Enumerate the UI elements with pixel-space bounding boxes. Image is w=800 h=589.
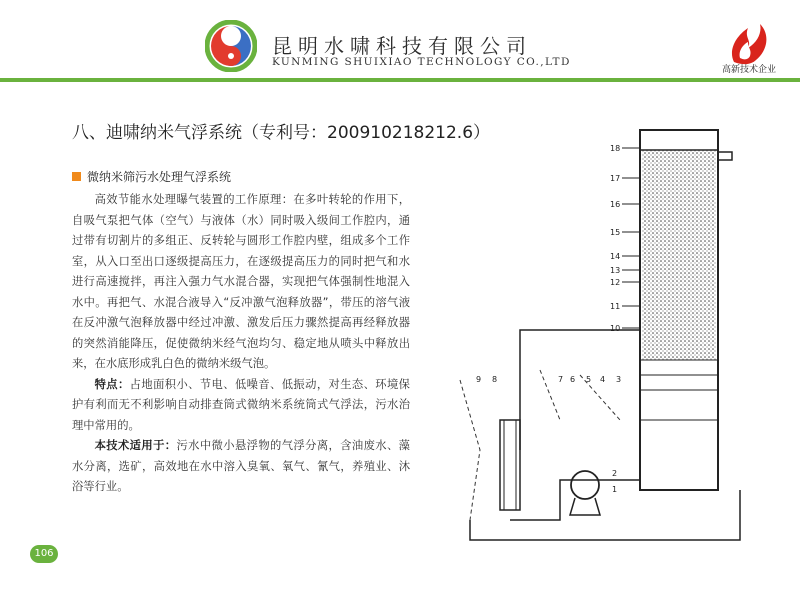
label-4: 4	[600, 375, 606, 384]
page-header	[0, 0, 800, 82]
label-15: 15	[610, 228, 621, 237]
label-16: 16	[610, 200, 621, 209]
header-divider	[0, 78, 800, 82]
label-9: 9	[476, 375, 482, 384]
paragraph-applications	[72, 436, 410, 498]
label-6: 6	[570, 375, 576, 384]
subheading-row	[72, 168, 231, 184]
label-18: 18	[610, 144, 621, 153]
applications-text: 污水中微小悬浮物的气浮分离，含油废水、藻水分离，选矿，高效地在水中溶入臭氧、氧气、氰气，养殖业、沐浴等行业。	[72, 439, 410, 493]
subheading: 微纳米筛污水处理气浮系统	[87, 169, 232, 184]
bullet-square-icon	[72, 172, 81, 181]
label-5: 5	[586, 375, 592, 384]
label-13: 13	[610, 266, 621, 275]
label-3: 3	[616, 375, 622, 384]
label-11: 11	[610, 302, 621, 311]
hitech-label: 高新技术企业	[721, 65, 776, 75]
page-number: 106	[30, 545, 58, 563]
label-14: 14	[610, 252, 621, 261]
body-text	[72, 190, 410, 498]
company-logo-icon	[205, 20, 257, 72]
label-1: 1	[612, 485, 618, 494]
company-name-cn: 昆明水啸科技有限公司	[272, 34, 532, 58]
section-title: 八、迪啸纳米气浮系统（专利号：200910218212.6）	[72, 123, 491, 143]
features-label: 特点：	[94, 377, 130, 391]
company-name-en: KUNMING SHUIXIAO TECHNOLOGY CO.,LTD	[272, 56, 571, 68]
label-17: 17	[610, 174, 621, 183]
label-10: 10	[610, 324, 621, 333]
flotation-system-diagram	[440, 120, 770, 560]
bubble-zone	[642, 150, 716, 360]
label-7: 7	[558, 375, 564, 384]
applications-label: 本技术适用于：	[94, 439, 177, 452]
paragraph-principle: 高效节能水处理曝气装置的工作原理：在多叶转轮的作用下，自吸气泵把气体（空气）与液体（水）同时吸入级间工作腔内，通过带有切割片的多组正、反转轮与圆形工作腔内壁，组成多个工作室，从入口至出口逐级提高压力，在逐级提高压力的同时把气和水进行高速搅拌，再注入强力气水混合器，实现把气体强制性地混入水中。再把气、水混合液导入“反冲激气泡释放器”，带压的溶气液在反冲激气泡释放器中经过冲激、激发后压力骤然提高再经释放器的突然消能降压，促使微纳米经气泡均匀、稳定地从喷头中释放出来，在水底形成乳白色的微纳米级气泡。	[72, 193, 410, 370]
label-8: 8	[492, 375, 498, 384]
paragraph-features	[72, 375, 410, 437]
label-2: 2	[612, 469, 618, 478]
label-12: 12	[610, 278, 621, 287]
features-text: 占地面积小、节电、低噪音、低振动，对生态、环境保护有利而无不利影响自动排查筒式微纳米系统筒式气浮法，污水治理中常用的。	[72, 377, 410, 432]
mixer-vessel	[500, 420, 520, 510]
pump-icon	[571, 471, 599, 499]
